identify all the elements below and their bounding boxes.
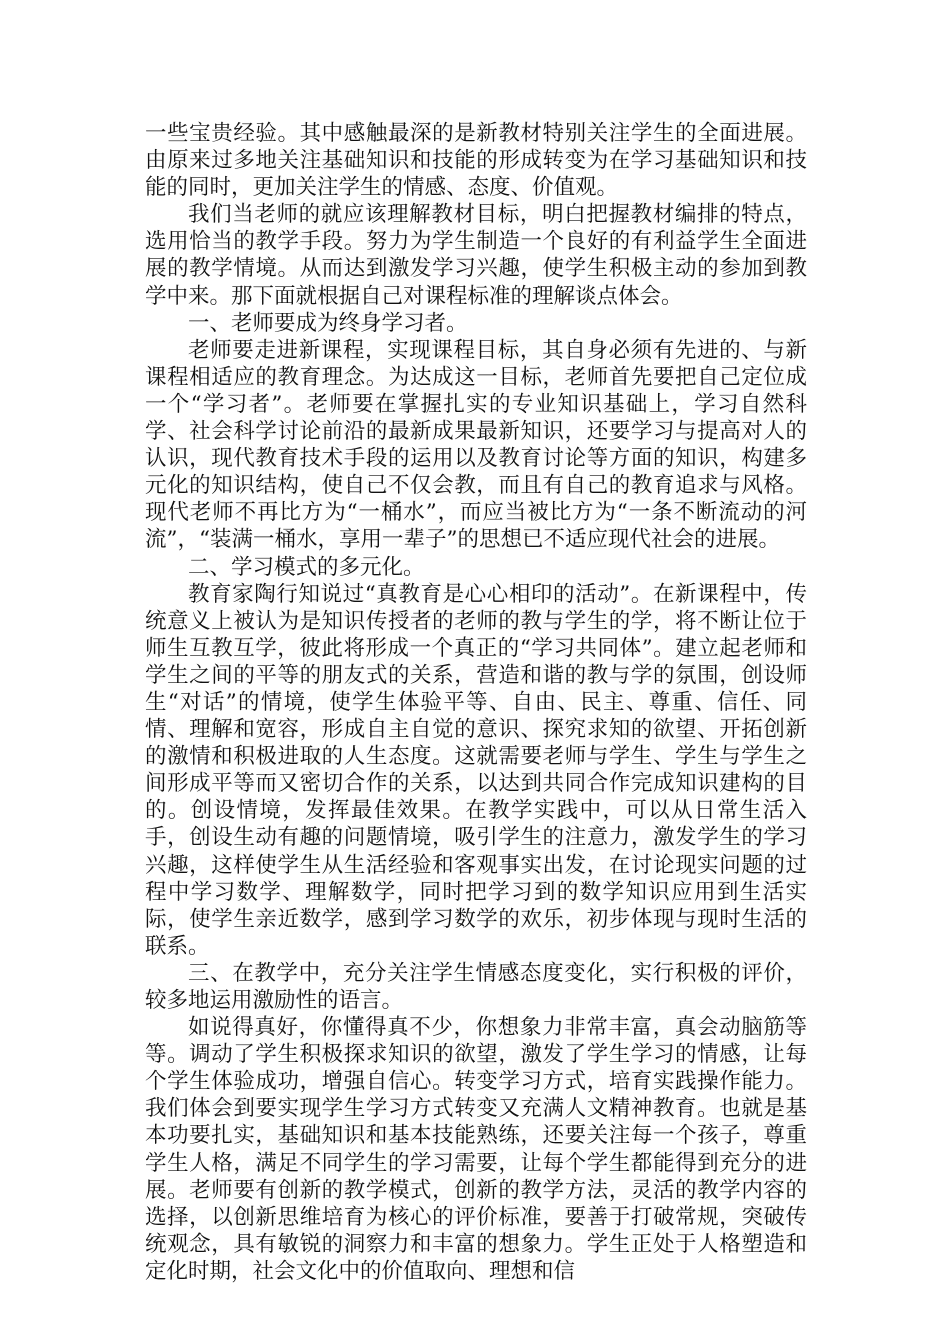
paragraph-3: 老师要走进新课程，实现课程目标，其自身必须有先进的、与新课程相适应的教育理念。为达成这一目标，老师首先要把自己定位成一个“学习者”。老师要在掌握扎实的专业知识基础上，学习自然科学、社会科学讨论前沿的最新成果最新知识，还要学习与提高对人的认识，现代教育技术手段的运用以及教育讨论等方面的知识，构建多元化的知识结构，使自己不仅会教，而且有自己的教育追求与风格。现代老师不再比方为“一桶水”，而应当被比方为“一条不断流动的河流”，“装满一桶水，享用一辈子”的思想已不适应现代社会的进展。 (145, 337, 807, 553)
document-body (145, 120, 807, 1285)
paragraph-4: 教育家陶行知说过“真教育是心心相印的活动”。在新课程中，传统意义上被认为是知识传授者的老师的教与学生的学，将不断让位于师生互教互学，彼此将形成一个真正的“学习共同体”。建立起老师和学生之间的平等的朋友式的关系，营造和谐的教与学的氛围，创设师生“对话”的情境，使学生体验平等、自由、民主、尊重、信任、同情、理解和宽容，形成自主自觉的意识、探究求知的欲望、开拓创新的激情和积极进取的人生态度。这就需要老师与学生、学生与学生之间形成平等而又密切合作的关系，以达到共同合作完成知识建构的目的。创设情境，发挥最佳效果。在教学实践中，可以从日常生活入手，创设生动有趣的问题情境，吸引学生的注意力，激发学生的学习兴趣，这样使学生从生活经验和客观事实出发，在讨论现实问题的过程中学习数学、理解数学，同时把学习到的数学知识应用到生活实际，使学生亲近数学，感到学习数学的欢乐，初步体现与现时生活的联系。 (145, 581, 807, 959)
section-heading-1: 一、老师要成为终身学习者。 (188, 310, 468, 336)
section-heading-2: 二、学习模式的多元化。 (188, 554, 425, 580)
paragraph-1: 一些宝贵经验。其中感触最深的是新教材特别关注学生的全面进展。由原来过多地关注基础知识和技能的形成转变为在学习基础知识和技能的同时，更加关注学生的情感、态度、价值观。 (145, 121, 807, 201)
section-heading-3: 三、在教学中，充分关注学生情感态度变化，实行积极的评价，较多地运用激励性的语言。 (145, 960, 807, 1013)
paragraph-2: 我们当老师的就应该理解教材目标，明白把握教材编排的特点，选用恰当的教学手段。努力为学生制造一个良好的有利益学生全面进展的教学情境。从而达到激发学习兴趣，使学生积极主动的参加到教学中来。那下面就根据自己对课程标准的理解谈点体会。 (145, 202, 807, 309)
paragraph-5: 如说得真好，你懂得真不少，你想象力非常丰富，真会动脑筋等等。调动了学生积极探求知识的欲望，激发了学生学习的情感，让每个学生体验成功，增强自信心。转变学习方式，培育实践操作能力。我们体会到要实现学生学习方式转变又充满人文精神教育。也就是基本功要扎实，基础知识和基本技能熟练，还要关注每一个孩子，尊重学生人格，满足不同学生的学习需要，让每个学生都能得到充分的进展。老师要有创新的教学模式，创新的教学方法，灵活的教学内容的选择，以创新思维培育为核心的评价标准，要善于打破常规，突破传统观念，具有敏锐的洞察力和丰富的想象力。学生正处于人格塑造和定化时期，社会文化中的价值取向、理想和信 (145, 1015, 807, 1284)
